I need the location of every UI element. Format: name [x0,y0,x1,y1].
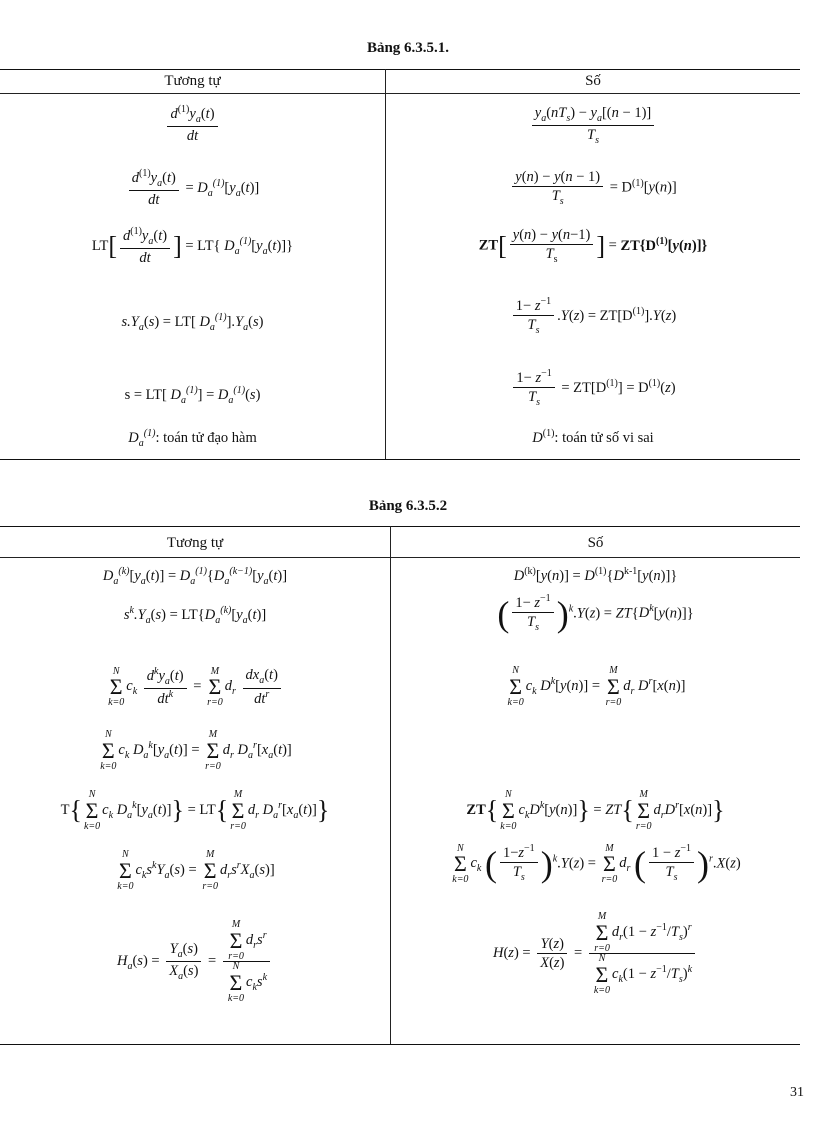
t1-digital-definition-text: : toán tử số vi sai [554,429,654,446]
table1-caption: Bảng 6.3.5.1. [366,40,450,56]
page-number: 31 [790,1085,804,1100]
t1-analog-definition: $D_a^{(1)}$: toán tử đạo hàm [128,428,257,449]
t2-digital-higher-difference: $D^{(k)}[y(n)] = D^{(1)}\{D^{k-1}[y(n)]\}$ [513,566,678,584]
t2-digital-ztransform-equation: ZT{ N Σ k=0 $c_kD^k[y(n)]\} = ZT${ M Σ r=0 $d_rD^r[x(n)]$} [466,789,725,832]
table2-bottom-rule [0,1044,800,1045]
table2-caption: Bảng 6.3.5.2 [368,498,448,514]
t1-digital-operator-def: $\frac{y(n) - y(n - 1)}{T_s}$ = $D^{(1)}[y(n)]$ [386,168,800,209]
t1-digital-transfer: $\frac{1- z^{-1}}{T_s}$ $.Y(z) = ZT[D^{(1)}].Y(z)$ [386,296,800,337]
t2-digital-z-domain: N Σ k=0 $c_k$ ( $\frac{1-z^{-1}}{T_s}$ )$^k$.Y(z) = M Σ r=0 $d_r$ ( $\frac{1 - z^{-1}}{T_s}$ )$^r$.X(z) [452,842,741,885]
table2-header-analog: Tương tự [166,535,224,551]
t1-analog-definition-text: : toán tử đạo hàm [155,429,257,446]
table2-header-digital: Số [587,535,604,551]
t1-digital-difference: $\frac{y_a(nT_s) - y_a[(n - 1)]}{T_s}$ [386,104,800,148]
table1-top-rule [0,69,800,70]
t2-analog-transfer-function: $H_a(s)$ = $\frac{Y_a(s)}{X_a(s)}$ = M Σ r=0 $d_rs^r$ N Σ k=0 $c_ks^k$ [0,920,390,1003]
t2-analog-s-domain: N Σ k=0 $c_ks^kY_a(s)$ = M Σ r=0 $d_rs^rX_a(s)$] [117,849,275,892]
t1-analog-derivative: $\frac{d^{(1)}y_a(t)}{dt}$ [0,104,385,145]
t1-digital-ztransform: ZT[ $\frac{y(n) - y(n-1)}{T_s}$ ] = $ZT\{D^{(1)}[y(n)]\}$ [478,227,708,266]
table1-bottom-rule [0,459,800,460]
table2-header-rule [0,557,800,558]
t1-digital-z-operator: $\frac{1- z^{-1}}{T_s}$ = $ZT[D^{(1)}] = D^{(1)}(z)$ [386,368,800,409]
t1-analog-s-operator: s = LT[ $D_a^{(1)}] = D_a^{(1)}(s)$ [124,385,261,406]
t1-analog-transfer: $s.Y_a(s) = LT$[ $D_a^{(1)}].Y_a(s)$ [121,312,264,333]
t2-analog-operator-equation: N Σ k=0 $c_k$ $D_a^k[y_a(t)]$ = M Σ r=0 $d_r$ $D_a^r[x_a(t)]$ [100,729,292,772]
t1-analog-laplace: LT[ $\frac{d^{(1)}y_a(t)}{dt}$ ] = LT{ $D_a^{(1)}[y_a(t)]$} [91,226,294,267]
t2-digital-transfer-function: H(z) = $\frac{Y(z)}{X(z)}$ = M Σ r=0 $d_r(1 - z^{-1}/T_s)^r$ N Σ k=0 $c_k(1 - z^{-1}/T_s)^k$ [391,912,800,995]
t2-analog-power: $s^k.Y_a(s) = LT\{D_a^{(k)}[y_a(t)]$ [123,605,267,626]
t2-digital-power: ( $\frac{1- z^{-1}}{T_s}$ )$^k.Y(z) = ZT\{D^k[y(n)]\}$ [497,593,694,634]
table1-header-analog: Tương tự [164,73,221,89]
t2-analog-laplace-equation: T{ N Σ k=0 $c_k$ $D_a^k[y_a(t)]\} = LT${ M Σ r=0 $d_r$ $D_a^r[x_a(t)]$} [60,789,330,832]
t2-digital-difference-equation: N Σ k=0 $c_k$ $D^k[y(n)]$ = M Σ r=0 $d_r$ $D^r[x(n)]$ [507,665,686,708]
t1-digital-definition: $D^{(1)}$: toán tử số vi sai [532,428,654,446]
table2-top-rule [0,526,800,527]
t1-analog-operator-def: $\frac{d^{(1)}y_a(t)}{dt}$ = $D_a^{(1)}[y_a(t)]$ [0,168,385,209]
t2-analog-differential-equation: N Σ k=0 $c_k$ $\frac{d^ky_a(t)}{dt^k}$ = M Σ r=0 $d_r$ $\frac{dx_a(t)}{dt^r}$ [0,666,390,708]
t2-analog-higher-derivative: $D_a^{(k)}[y_a(t)] = D_a^{(1)}\{D_a^{(k-1)}[y_a(t)]$ [102,566,288,587]
table1-header-rule [0,93,800,94]
table1-header-digital: Số [585,73,601,89]
